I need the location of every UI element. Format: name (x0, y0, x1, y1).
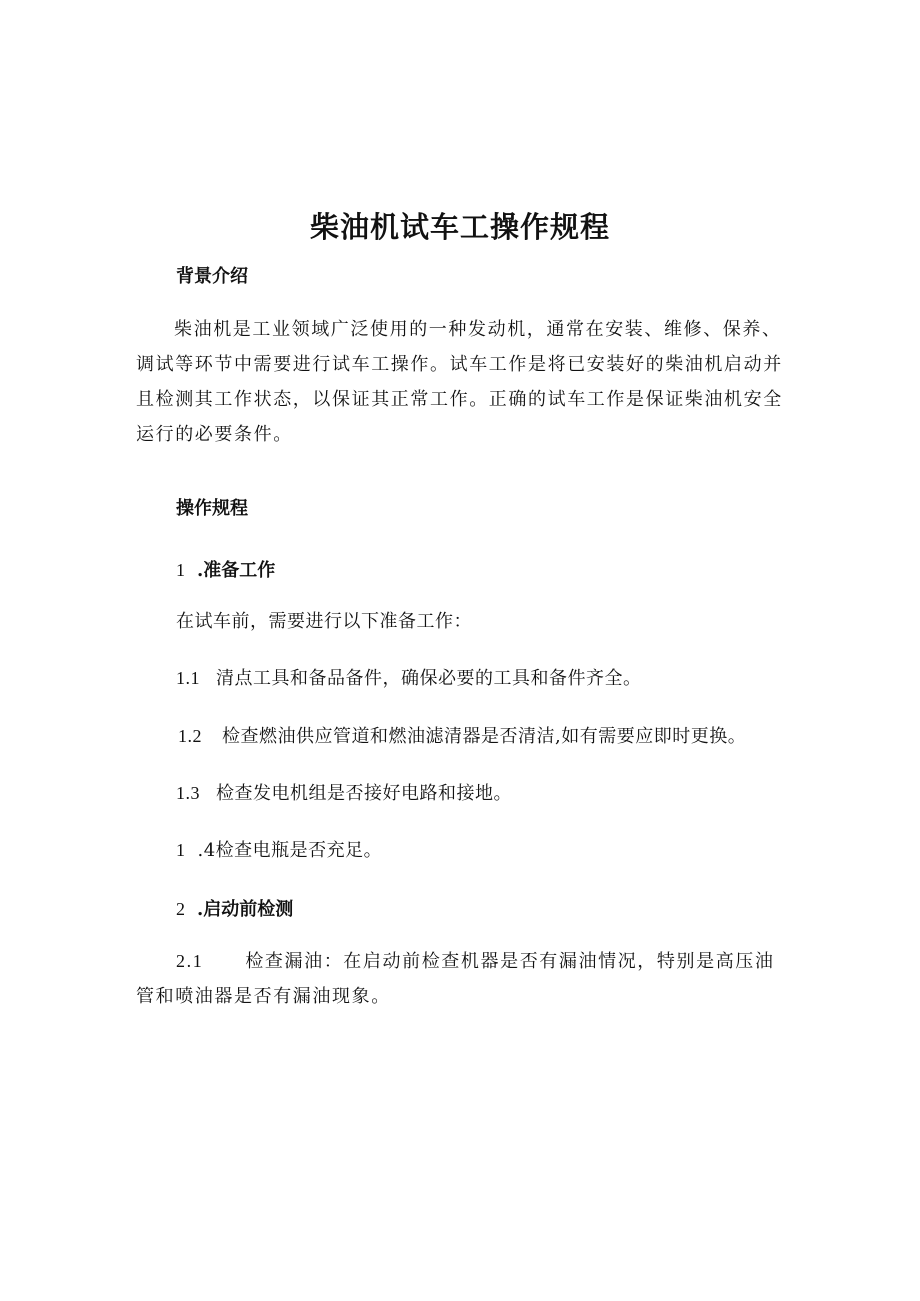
section-1-heading (176, 556, 275, 585)
item-1-4-text: .4检查电瓶是否充足。 (197, 840, 383, 861)
section-1-intro: 在试车前，需要进行以下准备工作： (176, 611, 472, 632)
section-2-heading (176, 895, 293, 924)
procedures-heading: 操作规程 (176, 498, 248, 519)
item-2-1-text: 检查漏油：在启动前检查机器是否有漏油情况，特别是高压油管和喷油器是否有漏油现象。 (136, 951, 775, 1007)
item-1-4-number: 1 (176, 840, 186, 860)
item-1-1-number: 1.1 (176, 668, 200, 688)
document-title: 柴油机试车工操作规程 (309, 210, 610, 244)
item-1-2-number: 1.2 (178, 726, 202, 746)
section-2-title: .启动前检测 (197, 899, 294, 920)
item-1-1 (176, 664, 642, 693)
item-1-3 (176, 779, 512, 808)
item-1-3-text: 检查发电机组是否接好电路和接地。 (216, 783, 512, 804)
background-paragraph: 柴油机是工业领域广泛使用的一种发动机，通常在安装、维修、保养、调试等环节中需要进行试车工操作。试车工作是将已安装好的柴油机启动并且检测其工作状态，以保证其正常工作。正确的试车工作是保证柴油机安全运行的必要条件。 (136, 319, 783, 445)
item-1-4 (176, 836, 382, 865)
background-heading: 背景介绍 (176, 266, 248, 287)
item-1-2 (178, 722, 746, 751)
item-1-1-text: 清点工具和备品备件，确保必要的工具和备件齐全。 (216, 668, 642, 689)
item-1-3-number: 1.3 (176, 783, 200, 803)
section-2-number: 2 (176, 899, 185, 919)
item-1-2-text: 检查燃油供应管道和燃油滤清器是否清洁,如有需要应即时更换。 (222, 726, 747, 747)
item-2-1-number: 2.1 (176, 951, 204, 971)
section-1-title: .准备工作 (197, 560, 276, 581)
item-2-1 (136, 944, 786, 1014)
section-1-number: 1 (176, 560, 185, 580)
